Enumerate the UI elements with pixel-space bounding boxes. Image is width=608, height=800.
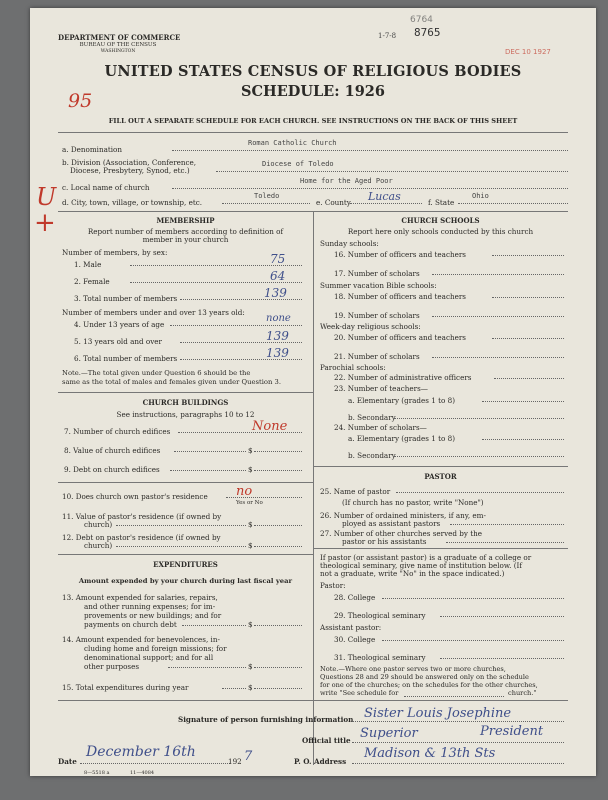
summer-schools-label: Summer vacation Bible schools: [320, 281, 437, 290]
buildings-intro: See instructions, paragraphs 10 to 12 [116, 410, 255, 419]
graduate-note-1: If pastor (or assistant pastor) is a graduate of a college or [320, 553, 532, 562]
q10-value: no [236, 484, 253, 499]
yes-no-caption: Yes or No [236, 500, 263, 506]
q6-label: 6. Total number of members [74, 354, 178, 363]
pastor-note-5: church." [508, 689, 537, 697]
q29-label: 29. Theological seminary [334, 611, 426, 620]
bureau-label: BUREAU OF THE CENSUS [79, 42, 157, 48]
q3-label: 3. Total number of members [74, 294, 178, 303]
q8-dollar: $ [248, 446, 253, 455]
q16-label: 16. Number of officers and teachers [334, 250, 466, 259]
margin-mark-plus: + [34, 208, 56, 238]
pastor-note-4: write "See schedule for [320, 689, 399, 697]
q28-label: 28. College [334, 593, 376, 602]
q15-label: 15. Total expenditures during year [62, 683, 189, 692]
sunday-schools-label: Sunday schools: [320, 239, 379, 248]
q19-label: 19. Number of scholars [334, 311, 420, 320]
schools-heading: CHURCH SCHOOLS [401, 216, 480, 225]
pastor-note-2: Questions 28 and 29 should be answered only on the schedule [320, 673, 529, 681]
division-value: Diocese of Toledo [262, 160, 334, 168]
denomination-value: Roman Catholic Church [248, 139, 337, 147]
q27-label-1: 27. Number of other churches served by the [320, 529, 483, 538]
margin-mark-u: U [36, 183, 57, 211]
q4-label: 4. Under 13 years of age [74, 320, 165, 329]
q6-value: 139 [266, 346, 289, 360]
q24a-label: a. Elementary (grades 1 to 8) [348, 434, 455, 443]
q23-label: 23. Number of teachers— [334, 384, 428, 393]
assistant-pastor-label: Assistant pastor: [320, 623, 382, 632]
division-label-2: Diocese, Presbytery, Synod, etc.) [70, 166, 190, 175]
signature-label: Signature of person furnishing information [178, 715, 354, 724]
stamp-code: 1-7-8 [378, 32, 397, 40]
q22-label: 22. Number of administrative officers [334, 373, 472, 382]
q30-label: 30. College [334, 635, 376, 644]
stamp-top-number: 6764 [410, 15, 433, 25]
year-prefix: 192 [228, 757, 242, 766]
q2-label: 2. Female [74, 277, 110, 286]
official-title-label: Official title [302, 736, 351, 745]
q25-label: 25. Name of pastor [320, 487, 391, 496]
expenditures-intro: Amount expended by your church during last fiscal year [78, 577, 293, 585]
q20-label: 20. Number of officers and teachers [334, 333, 466, 342]
margin-number: 95 [68, 90, 93, 112]
q27-label-2: pastor or his assistants [342, 537, 427, 546]
q8-label: 8. Value of church edifices [64, 446, 161, 455]
department-label: DEPARTMENT OF COMMERCE [58, 33, 181, 42]
q4-value: none [266, 313, 291, 324]
official-title-value-1: Superior [360, 726, 418, 741]
expenditures-heading: EXPENDITURES [153, 560, 218, 569]
q5-value: 139 [266, 329, 289, 343]
official-title-value-2: President [480, 724, 544, 739]
q14-label-1: 14. Amount expended for benevolences, in- [62, 635, 220, 644]
city-label: d. City, town, village, or township, etc. [62, 198, 203, 207]
membership-intro-1: Report number of members according to definition of [87, 227, 284, 236]
q14-dollar: $ [248, 662, 253, 671]
received-date-stamp: DEC 10 1927 [505, 48, 551, 56]
q10-label: 10. Does church own pastor's residence [62, 492, 208, 501]
denomination-label: a. Denomination [62, 145, 122, 154]
q13-label-1: 13. Amount expended for salaries, repairs, [62, 593, 218, 602]
q12-label-1: 12. Debt on pastor's residence (if owned by [62, 533, 221, 542]
q18-label: 18. Number of officers and teachers [334, 292, 466, 301]
state-label: f. State [428, 198, 455, 207]
state-value: Ohio [472, 192, 489, 200]
po-address-label: P. O. Address [294, 757, 347, 766]
city-value: Toledo [254, 192, 280, 200]
date-label: Date [58, 757, 77, 766]
pastor-note-3: for one of the churches; on the schedules for the other churches, [320, 681, 538, 689]
q1-label: 1. Male [74, 260, 102, 269]
membership-note-1: Note.—The total given under Question 6 should be the [62, 369, 251, 377]
membership-heading: MEMBERSHIP [156, 216, 215, 225]
q13-label-4: payments on church debt [84, 620, 177, 629]
q31-label: 31. Theological seminary [334, 653, 426, 662]
date-value: December 16th [86, 744, 196, 760]
form-title: UNITED STATES CENSUS OF RELIGIOUS BODIES [104, 63, 522, 80]
buildings-heading: CHURCH BUILDINGS [142, 398, 229, 407]
q25-note: (If church has no pastor, write "None") [342, 498, 484, 507]
pastor-heading: PASTOR [424, 472, 457, 481]
q13-label-2: and other running expenses; for im- [84, 602, 216, 611]
q3-value: 139 [264, 286, 287, 300]
q23b-label: b. Secondary [348, 413, 396, 422]
pastor-note-1: Note.—Where one pastor serves two or more churches, [320, 665, 506, 673]
graduate-note-2: theological seminary, give name of institution below. (If [320, 561, 523, 570]
q13-dollar: $ [248, 620, 253, 629]
q21-label: 21. Number of scholars [334, 352, 420, 361]
signature-value: Sister Louis Josephine [364, 706, 512, 721]
q12-dollar: $ [248, 541, 253, 550]
q24-label: 24. Number of scholars— [334, 423, 427, 432]
q1-value: 75 [270, 252, 286, 266]
q2-value: 64 [270, 269, 286, 283]
city-label: WASHINGTON [100, 49, 136, 54]
q11-dollar: $ [248, 520, 253, 529]
membership-note-2: same as the total of males and females given under Question 3. [62, 378, 281, 386]
q26-label-1: 26. Number of ordained ministers, if any, em- [320, 511, 486, 520]
q12-label-2: church) [84, 541, 113, 550]
parochial-schools-label: Parochial schools: [320, 363, 386, 372]
q9-label: 9. Debt on church edifices [64, 465, 160, 474]
form-instruction: FILL OUT A SEPARATE SCHEDULE FOR EACH CHURCH. SEE INSTRUCTIONS ON THE BACK OF THIS SHEET [108, 117, 518, 125]
print-code-1: 8—5518 a [84, 770, 110, 776]
q26-label-2: ployed as assistant pastors [342, 519, 441, 528]
q11-label-2: church) [84, 520, 113, 529]
q14-label-3: denominational support; and for all [84, 653, 214, 662]
graduate-note-3: not a graduate, write "No" in the space indicated.) [320, 569, 505, 578]
po-address-value: Madison & 13th Sts [364, 746, 496, 761]
q24b-label: b. Secondary [348, 451, 396, 460]
age-intro-label: Number of members under and over 13 years old: [62, 308, 245, 317]
print-code-2: 11—4084 [130, 770, 155, 776]
county-value: Lucas [368, 190, 401, 203]
q11-label-1: 11. Value of pastor's residence (if owned by [62, 512, 222, 521]
schools-intro: Report here only schools conducted by this church [347, 227, 534, 236]
members-by-sex-label: Number of members, by sex: [62, 248, 168, 257]
form-subtitle: SCHEDULE: 1926 [241, 83, 385, 100]
q13-label-3: provements or new buildings; and for [84, 611, 222, 620]
q9-dollar: $ [248, 465, 253, 474]
q17-label: 17. Number of scholars [334, 269, 420, 278]
weekday-schools-label: Week-day religious schools: [320, 322, 421, 331]
division-label-1: b. Division (Association, Conference, [62, 158, 197, 167]
q14-label-2: cluding home and foreign missions; for [84, 644, 227, 653]
q23a-label: a. Elementary (grades 1 to 8) [348, 396, 455, 405]
q14-label-4: other purposes [84, 662, 140, 671]
year-digit: 7 [244, 749, 253, 764]
q7-value: None [252, 419, 288, 434]
local-name-label: c. Local name of church [62, 183, 150, 192]
q7-label: 7. Number of church edifices [64, 427, 171, 436]
stamp-number: 8765 [414, 26, 441, 39]
membership-intro-2: member in your church [142, 235, 229, 244]
q5-label: 5. 13 years old and over [74, 337, 162, 346]
county-label: e. County [316, 198, 351, 207]
q15-dollar: $ [248, 683, 253, 692]
pastor-sub-label: Pastor: [320, 581, 346, 590]
local-name-value: Home for the Aged Poor [300, 177, 393, 185]
census-form-page [30, 8, 596, 776]
